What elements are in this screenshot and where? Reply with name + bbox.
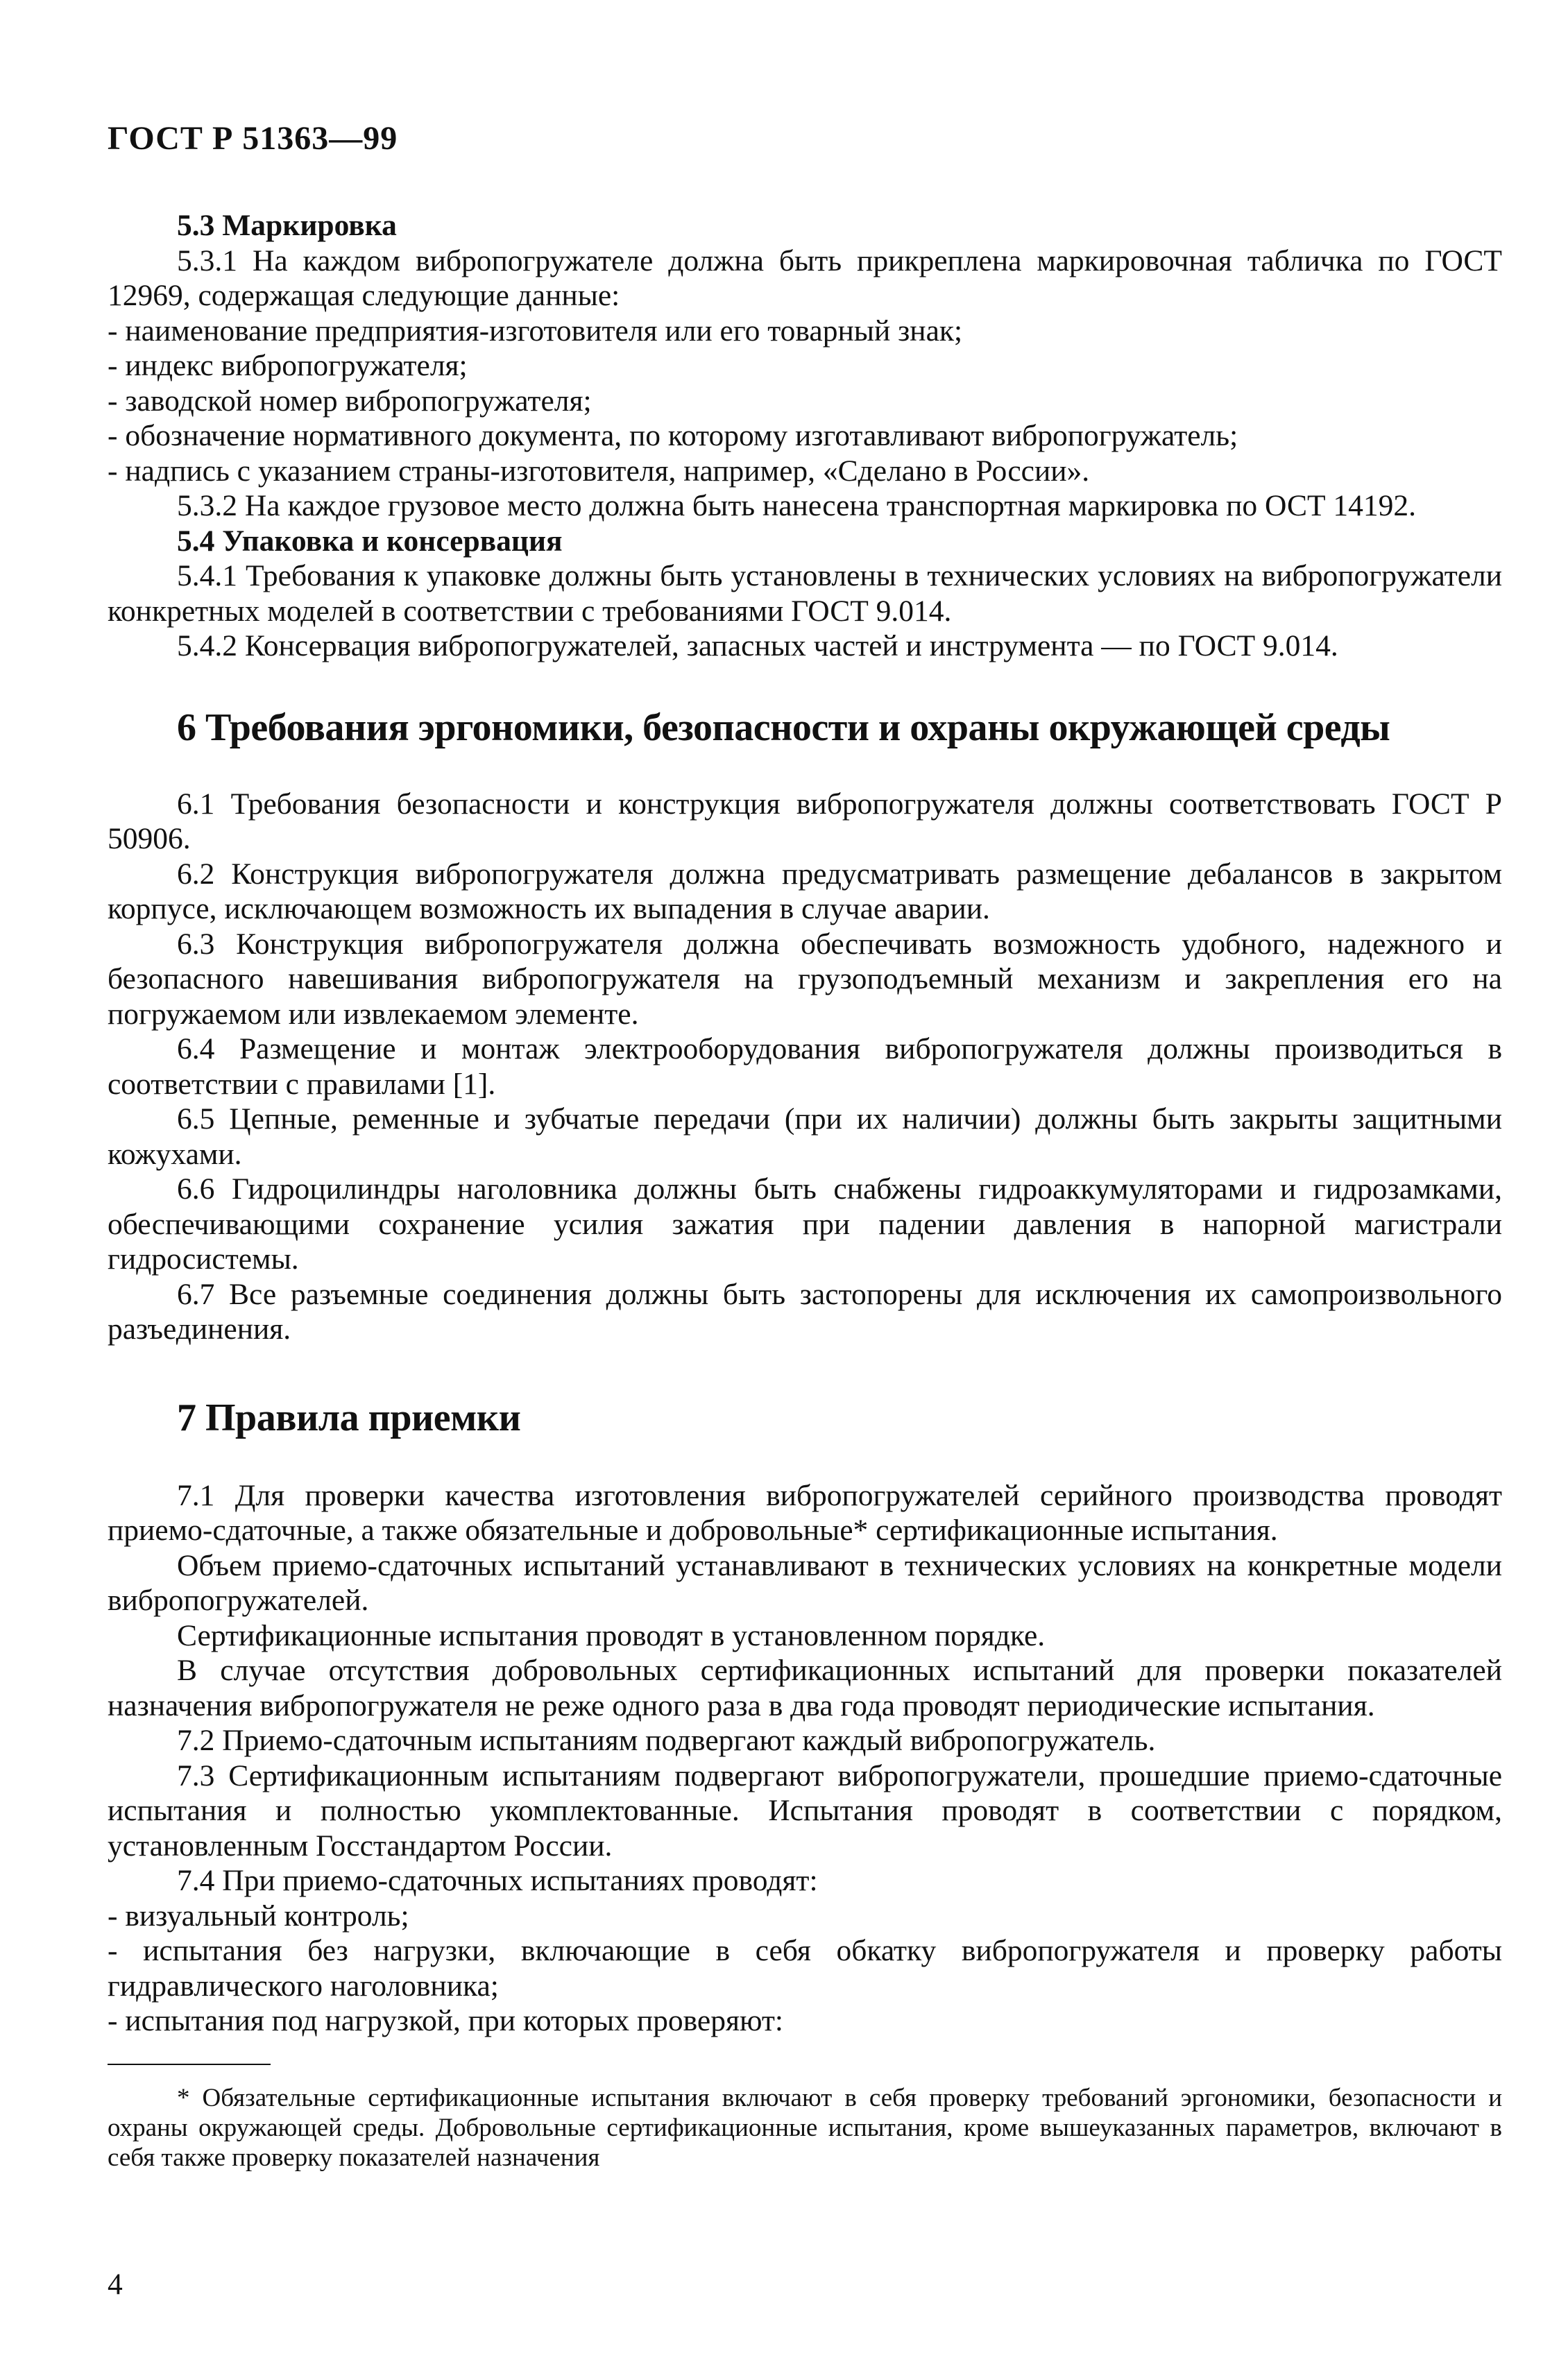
paragraph-7-3: 7.3 Сертификационным испытаниям подвергают вибропогружатели, прошедшие приемо-сдаточные испытания и полностью укомплектованные. Испытания проводят в соответствии с порядком, установленным Госстандартом России. bbox=[108, 1758, 1502, 1863]
heading-5-4: 5.4 Упаковка и консервация bbox=[177, 524, 563, 558]
list-item: - индекс вибропогружателя; bbox=[108, 349, 468, 382]
footnote bbox=[108, 2083, 1502, 2173]
paragraph-7-1-certification: Сертификационные испытания проводят в установленном порядке. bbox=[177, 1618, 1046, 1652]
section-5-4 bbox=[108, 524, 1502, 664]
paragraph-5-4-2: 5.4.2 Консервация вибропогружателей, запасных частей и инструмента — по ГОСТ 9.014. bbox=[177, 629, 1338, 662]
section-5-3 bbox=[108, 208, 1502, 524]
list-item: - надпись с указанием страны-изготовителя, например, «Сделано в России». bbox=[108, 454, 1090, 488]
page-number: 4 bbox=[108, 2268, 123, 2301]
list-item: - обозначение нормативного документа, по которому изготавливают вибропогружатель; bbox=[108, 419, 1238, 452]
section-7 bbox=[108, 1396, 1502, 2039]
paragraph-6-5: 6.5 Цепные, ременные и зубчатые передачи (при их наличии) должны быть закрыты защитными кожухами. bbox=[108, 1102, 1502, 1171]
paragraph-5-3-2: 5.3.2 На каждое грузовое место должна быть нанесена транспортная маркировка по ОСТ 14192. bbox=[177, 489, 1417, 522]
paragraph-7-2: 7.2 Приемо-сдаточным испытаниям подвергают каждый вибропогружатель. bbox=[177, 1724, 1156, 1757]
section-6 bbox=[108, 705, 1502, 1347]
marking-list bbox=[108, 314, 1502, 489]
paragraph-6-3: 6.3 Конструкция вибропогружателя должна обеспечивать возможность удобного, надежного и безопасного навешивания вибропогружателя на грузоподъемный механизм и закрепления его на погружаемом или извлекаемом элементе. bbox=[108, 927, 1502, 1031]
acceptance-tests-list bbox=[108, 1899, 1502, 2039]
paragraph-5-4-1: 5.4.1 Требования к упаковке должны быть установлены в технических условиях на вибропогружатели конкретных моделей в соответствии с требованиями ГОСТ 9.014. bbox=[108, 559, 1502, 628]
list-item: - наименование предприятия-изготовителя или его товарный знак; bbox=[108, 314, 963, 348]
paragraph-7-1-periodic: В случае отсутствия добровольных сертификационных испытаний для проверки показателей назначения вибропогружателя не реже одного раза в два года проводят периодические испытания. bbox=[108, 1654, 1502, 1722]
paragraph-6-4: 6.4 Размещение и монтаж электрооборудования вибропогружателя должны производиться в соответствии с правилами [1]. bbox=[108, 1032, 1502, 1101]
list-item: - визуальный контроль; bbox=[108, 1899, 409, 1933]
paragraph-7-1: 7.1 Для проверки качества изготовления вибропогружателей серийного производства проводят приемо-сдаточные, а также обязательные и добровольные* сертификационные испытания. bbox=[108, 1478, 1502, 1547]
paragraph-6-7: 6.7 Все разъемные соединения должны быть застопорены для исключения их самопроизвольного разъединения. bbox=[108, 1277, 1502, 1346]
paragraph-6-1: 6.1 Требования безопасности и конструкция вибропогружателя должны соответствовать ГОСТ Р 50906. bbox=[108, 787, 1502, 855]
list-item: - испытания под нагрузкой, при которых проверяют: bbox=[108, 2004, 783, 2037]
heading-section-7: 7 Правила приемки bbox=[177, 1396, 521, 1439]
paragraph-6-6: 6.6 Гидроцилиндры наголовника должны быть снабжены гидроаккумуляторами и гидрозамками, обеспечивающими сохранение усилия зажатия при падении давления в напорной магистрали гидросистемы. bbox=[108, 1172, 1502, 1276]
paragraph-7-4: 7.4 При приемо-сдаточных испытаниях проводят: bbox=[177, 1864, 818, 1897]
page-content bbox=[108, 118, 1502, 2173]
paragraph-7-1-scope: Объем приемо-сдаточных испытаний устанавливают в технических условиях на конкретные модели вибропогружателей. bbox=[108, 1548, 1502, 1617]
list-item: - заводской номер вибропогружателя; bbox=[108, 384, 592, 418]
document-code: ГОСТ Р 51363—99 bbox=[108, 120, 398, 157]
heading-section-6: 6 Требования эргономики, безопасности и охраны окружающей среды bbox=[177, 705, 1390, 749]
paragraph-6-2: 6.2 Конструкция вибропогружателя должна предусматривать размещение дебалансов в закрытом корпусе, исключающем возможность их выпадения в случае аварии. bbox=[108, 857, 1502, 925]
footnote-divider bbox=[108, 2064, 271, 2065]
footnote-text: * Обязательные сертификационные испытания включают в себя проверку требований эргономики, безопасности и охраны окружающей среды. Добровольные сертификационные испытания, кроме вышеуказанных параметров, включают в себя также проверку показателей назначения bbox=[108, 2083, 1502, 2172]
list-item: - испытания без нагрузки, включающие в себя обкатку вибропогружателя и проверку работы гидравлического наголовника; bbox=[108, 1934, 1502, 2003]
paragraph-5-3-1: 5.3.1 На каждом вибропогружателе должна быть прикреплена маркировочная табличка по ГОСТ 12969, содержащая следующие данные: bbox=[108, 243, 1502, 312]
heading-5-3: 5.3 Маркировка bbox=[177, 209, 397, 242]
